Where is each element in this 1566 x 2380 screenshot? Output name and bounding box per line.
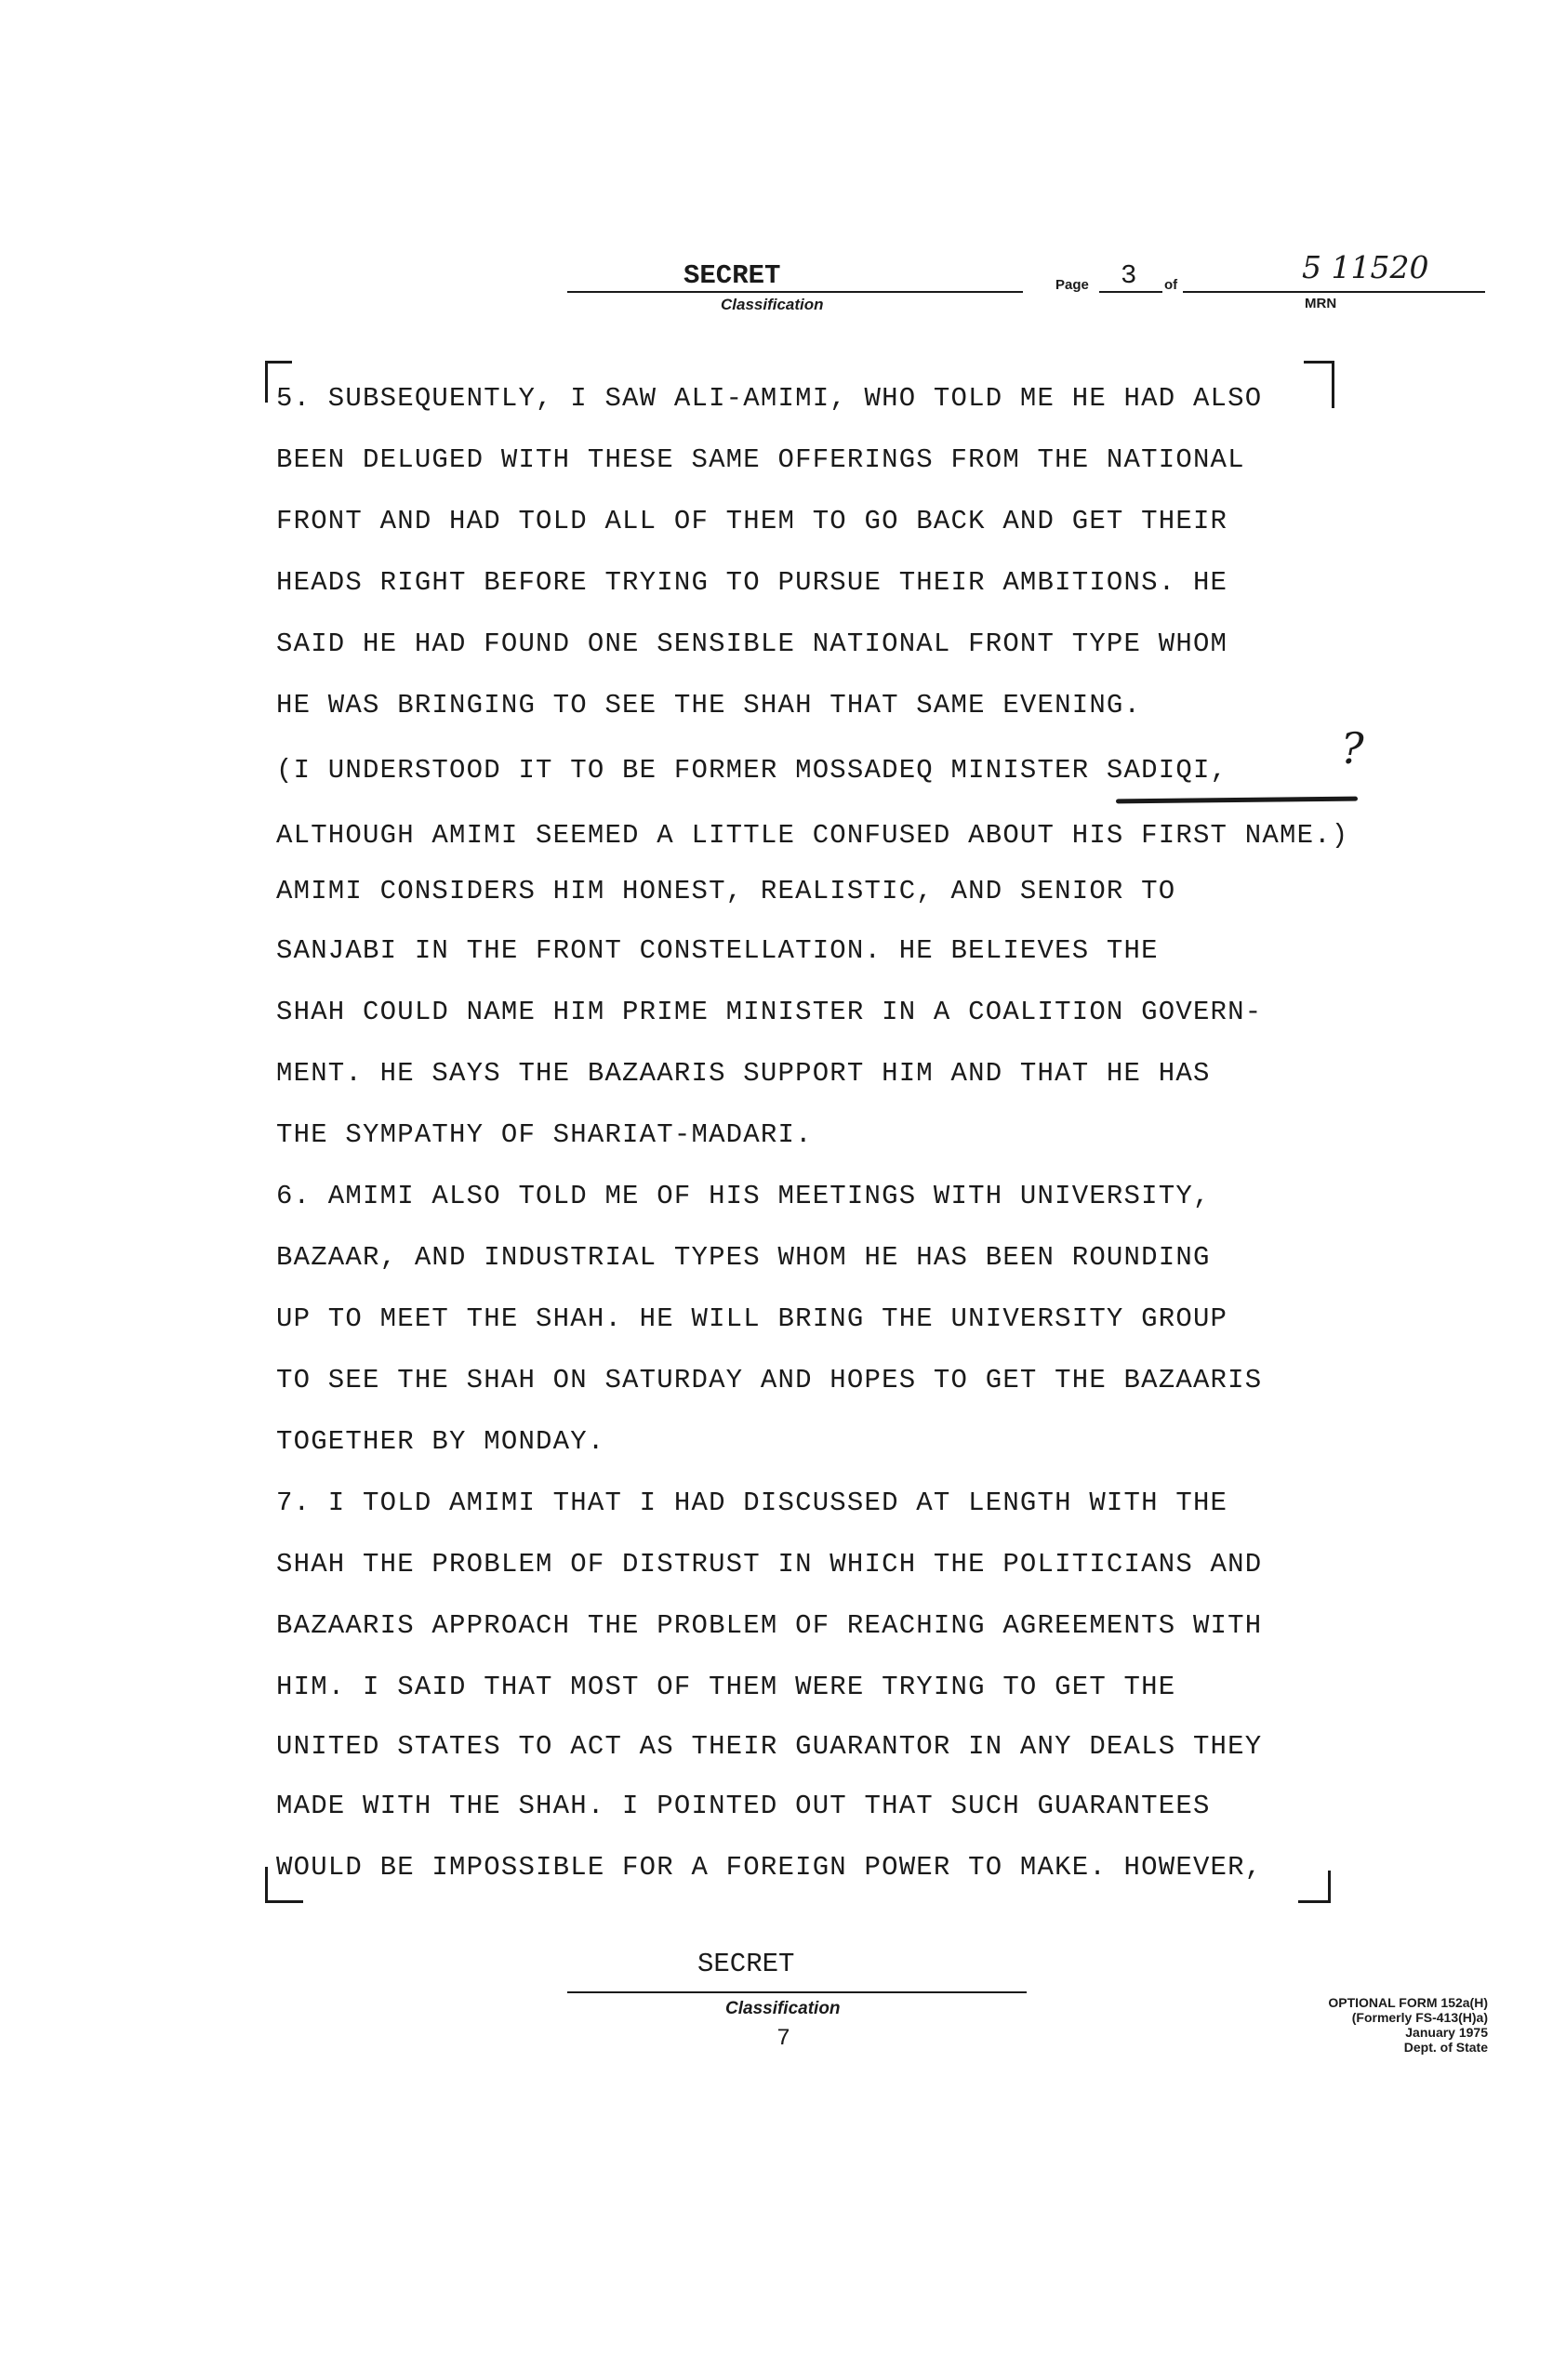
mrn-value: 5 11520 bbox=[1302, 249, 1429, 285]
form-line: OPTIONAL FORM 152a(H) bbox=[1328, 1995, 1488, 2010]
body-line: TOGETHER BY MONDAY. bbox=[276, 1426, 605, 1457]
body-line: 5. SUBSEQUENTLY, I SAW ALI-AMIMI, WHO TOLD ME HE HAD ALSO bbox=[276, 383, 1263, 414]
header-classification: SECRET bbox=[683, 260, 781, 291]
header-classification-rule bbox=[567, 291, 1023, 293]
header-classification-caption: Classification bbox=[721, 296, 824, 313]
body-line: AMIMI CONSIDERS HIM HONEST, REALISTIC, AND SENIOR TO bbox=[276, 876, 1176, 906]
body-line: WOULD BE IMPOSSIBLE FOR A FOREIGN POWER TO MAKE. HOWEVER, bbox=[276, 1852, 1263, 1883]
body-line: BAZAAR, AND INDUSTRIAL TYPES WHOM HE HAS BEEN ROUNDING bbox=[276, 1242, 1211, 1273]
footer-classification: SECRET bbox=[697, 1949, 795, 1979]
bracket-top-right bbox=[1304, 361, 1334, 408]
body-line: SHAH COULD NAME HIM PRIME MINISTER IN A COALITION GOVERN- bbox=[276, 997, 1263, 1027]
form-line: Dept. of State bbox=[1403, 2040, 1488, 2055]
body-line: (I UNDERSTOOD IT TO BE FORMER MOSSADEQ MINISTER SADIQI, bbox=[276, 755, 1228, 786]
handwritten-underline bbox=[1116, 797, 1358, 804]
body-line: 6. AMIMI ALSO TOLD ME OF HIS MEETINGS WITH UNIVERSITY, bbox=[276, 1181, 1211, 1211]
body-line: BAZAARIS APPROACH THE PROBLEM OF REACHING AGREEMENTS WITH bbox=[276, 1610, 1263, 1641]
form-line: (Formerly FS-413(H)a) bbox=[1351, 2010, 1488, 2025]
form-line: January 1975 bbox=[1405, 2025, 1488, 2040]
body-line: SAID HE HAD FOUND ONE SENSIBLE NATIONAL FRONT TYPE WHOM bbox=[276, 628, 1228, 659]
body-line: SANJABI IN THE FRONT CONSTELLATION. HE BELIEVES THE bbox=[276, 935, 1159, 966]
body-line: HIM. I SAID THAT MOST OF THEM WERE TRYING TO GET THE bbox=[276, 1672, 1176, 1702]
body-line: UP TO MEET THE SHAH. HE WILL BRING THE UNIVERSITY GROUP bbox=[276, 1303, 1228, 1334]
body-line: BEEN DELUGED WITH THESE SAME OFFERINGS FROM THE NATIONAL bbox=[276, 444, 1245, 475]
footer-classification-rule bbox=[567, 1991, 1027, 1993]
body-line: 7. I TOLD AMIMI THAT I HAD DISCUSSED AT LENGTH WITH THE bbox=[276, 1488, 1228, 1518]
body-line: SHAH THE PROBLEM OF DISTRUST IN WHICH THE POLITICIANS AND bbox=[276, 1549, 1263, 1580]
footer-page-number: 7 bbox=[776, 2025, 791, 2052]
body-line: HE WAS BRINGING TO SEE THE SHAH THAT SAME EVENING. bbox=[276, 690, 1142, 721]
body-line: ALTHOUGH AMIMI SEEMED A LITTLE CONFUSED ABOUT HIS FIRST NAME.) bbox=[276, 820, 1349, 851]
form-identifier bbox=[1190, 1995, 1488, 2055]
mrn-rule bbox=[1183, 291, 1485, 293]
body-line: FRONT AND HAD TOLD ALL OF THEM TO GO BACK AND GET THEIR bbox=[276, 506, 1228, 536]
mrn-caption: MRN bbox=[1305, 296, 1337, 311]
body-line: HEADS RIGHT BEFORE TRYING TO PURSUE THEIR AMBITIONS. HE bbox=[276, 567, 1228, 598]
footer-classification-caption: Classification bbox=[725, 1999, 841, 2018]
margin-question-mark: ? bbox=[1341, 723, 1364, 774]
body-line: TO SEE THE SHAH ON SATURDAY AND HOPES TO GET THE BAZAARIS bbox=[276, 1365, 1263, 1395]
of-label: of bbox=[1164, 277, 1178, 293]
body-line: THE SYMPATHY OF SHARIAT-MADARI. bbox=[276, 1119, 813, 1150]
page-number: 3 bbox=[1121, 260, 1137, 291]
page-number-rule bbox=[1099, 291, 1162, 293]
page-label: Page bbox=[1055, 277, 1089, 293]
bracket-bottom-right bbox=[1298, 1871, 1331, 1903]
body-line: MADE WITH THE SHAH. I POINTED OUT THAT SUCH GUARANTEES bbox=[276, 1791, 1211, 1821]
body-line: MENT. HE SAYS THE BAZAARIS SUPPORT HIM AND THAT HE HAS bbox=[276, 1058, 1211, 1089]
body-line: UNITED STATES TO ACT AS THEIR GUARANTOR IN ANY DEALS THEY bbox=[276, 1731, 1263, 1762]
